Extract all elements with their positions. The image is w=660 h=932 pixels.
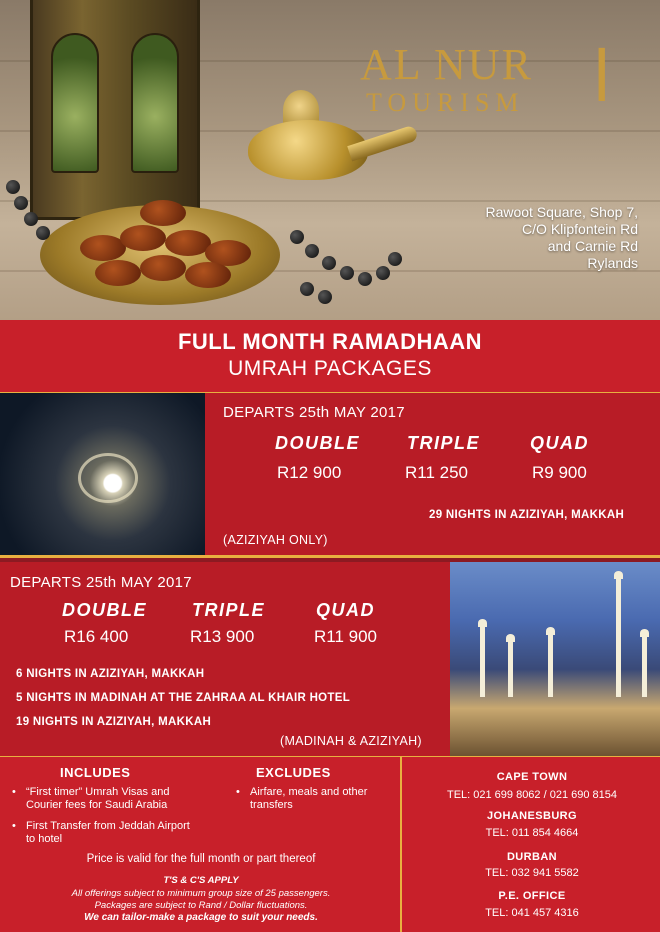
address (485, 204, 638, 272)
room-type-triple: TRIPLE (192, 600, 266, 620)
list-item: • First Transfer from Jeddah Airport to hotel (12, 820, 192, 846)
calligraphy-logo-icon: ا (592, 36, 612, 118)
office-city: JOHANESBURG (487, 810, 577, 822)
inclusions-section (0, 757, 402, 932)
room-type-double: DOUBLE (275, 433, 360, 453)
departs-date: DEPARTS 25th MAY 2017 (223, 404, 405, 421)
brand-logo (360, 36, 650, 118)
mecca-photo (0, 393, 205, 557)
brand-name: AL NUR (360, 40, 533, 89)
nights-info: 5 NIGHTS IN MADINAH AT THE ZAHRAA AL KHAIR HOTEL (16, 692, 351, 704)
package-1-details (205, 393, 660, 557)
address-line: Rawoot Square, Shop 7, (485, 204, 638, 220)
page-title: FULL MONTH RAMADHAAN (177, 329, 483, 354)
office-phone: TEL: 041 457 4316 (485, 907, 579, 919)
title-bar (0, 320, 660, 393)
madinah-photo (450, 562, 660, 757)
terms-line: All offerings subject to minimum group size of 25 passengers. (71, 888, 331, 899)
price-triple: R13 900 (190, 627, 255, 646)
room-type-quad: QUAD (530, 433, 589, 453)
contacts-section (404, 757, 660, 932)
room-type-quad: QUAD (316, 600, 375, 620)
hotel-note: (AZIZIYAH ONLY) (223, 533, 328, 547)
departs-date: DEPARTS 25th MAY 2017 (10, 574, 192, 591)
office-city: CAPE TOWN (496, 771, 568, 783)
office-city: P.E. OFFICE (498, 890, 566, 902)
hero-banner (0, 0, 660, 320)
address-line: and Carnie Rd (547, 238, 638, 254)
price-quad: R9 900 (532, 463, 587, 482)
address-line: C/O Klipfontein Rd (522, 221, 638, 237)
nights-info: 6 NIGHTS IN AZIZIYAH, MAKKAH (16, 668, 205, 680)
nights-info: 19 NIGHTS IN AZIZIYAH, MAKKAH (16, 716, 212, 728)
divider (0, 555, 660, 558)
footer (0, 757, 660, 932)
package-2 (0, 562, 660, 757)
nights-info: 29 NIGHTS IN AZIZIYAH, MAKKAH (429, 509, 625, 521)
page-subtitle: UMRAH PACKAGES (228, 357, 432, 380)
includes-heading: INCLUDES (60, 765, 131, 780)
price-quad: R11 900 (314, 627, 378, 646)
price-double: R16 400 (64, 627, 129, 646)
office-phone: TEL: 011 854 4664 (485, 827, 579, 839)
office-phone: TEL: 021 699 8062 / 021 690 8154 (446, 789, 618, 801)
price-double: R12 900 (277, 463, 342, 482)
list-item: • “First timer” Umrah Visas and Courier fees for Saudi Arabia (12, 786, 202, 812)
lantern-image (30, 0, 200, 220)
terms-heading: T'S & C'S APPLY (163, 875, 239, 886)
room-type-double: DOUBLE (62, 600, 147, 620)
price-triple: R11 250 (405, 463, 469, 482)
room-type-triple: TRIPLE (407, 433, 481, 453)
brand-subtitle: TOURISM (366, 88, 525, 117)
package-1 (0, 393, 660, 557)
excludes-heading: EXCLUDES (256, 765, 331, 780)
office-city: DURBAN (506, 851, 558, 863)
terms-line: Packages are subject to Rand / Dollar fluctuations. (94, 900, 308, 911)
office-phone: TEL: 032 941 5582 (485, 867, 579, 879)
price-validity-note: Price is valid for the full month or part thereof (86, 853, 316, 865)
package-2-details (0, 562, 450, 757)
address-line: Rylands (587, 255, 638, 271)
terms-line: We can tailor-make a package to suit your needs. (84, 912, 318, 923)
hotel-note: (MADINAH & AZIZIYAH) (280, 734, 422, 748)
list-item: • Airfare, meals and other transfers (236, 786, 396, 812)
